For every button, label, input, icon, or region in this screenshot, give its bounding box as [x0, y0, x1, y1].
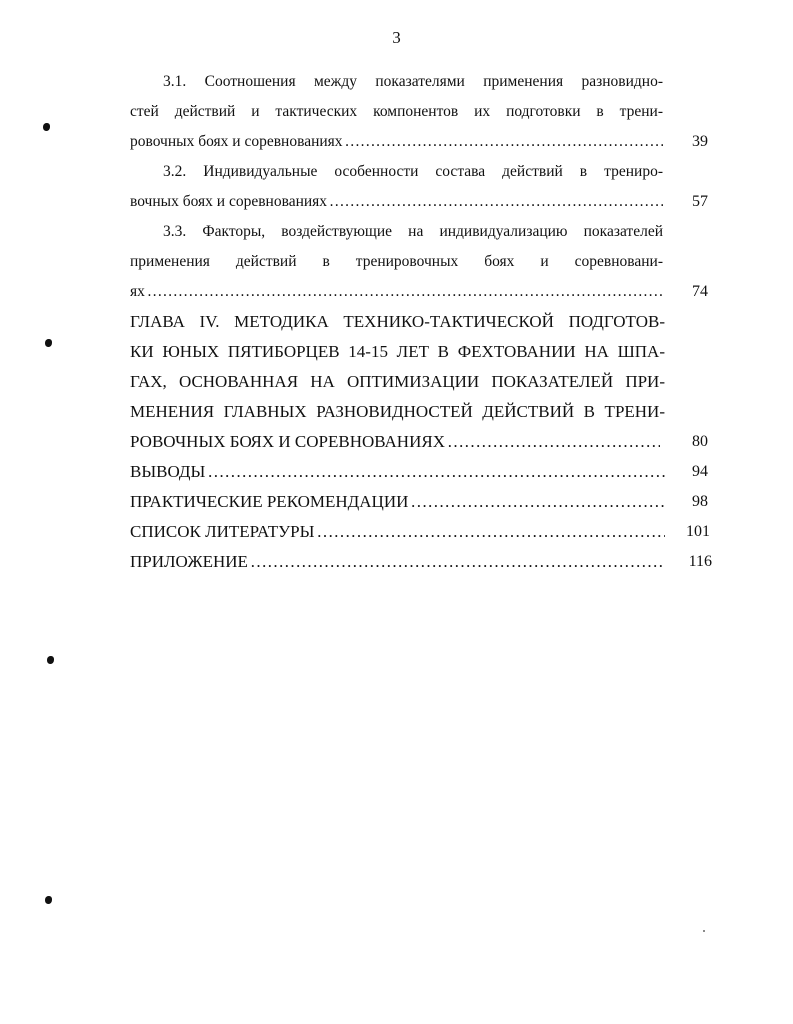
toc-entry-recommendations-label: ПРАКТИЧЕСКИЕ РЕКОМЕНДАЦИИ	[130, 492, 409, 511]
toc-subentry-3-2-line-1: 3.2. Индивидуальные особенности состава действий в трениро-	[163, 163, 663, 180]
leader-dots	[410, 492, 665, 512]
toc-entry-recommendations-page: 98	[692, 493, 708, 510]
toc-subentry-3-2-title-end: вочных боях и соревнованиях	[130, 193, 328, 210]
toc-entry-references	[130, 522, 665, 544]
toc-chapter-4-line-2: КИ ЮНЫХ ПЯТИБОРЦЕВ 14-15 ЛЕТ В ФЕХТОВАНИИ НА ШПА-	[130, 342, 665, 361]
leader-dots	[345, 132, 663, 152]
toc-subentry-3-1-last-line	[130, 132, 663, 154]
leader-dots	[147, 282, 663, 302]
toc-chapter-4-title-end: РОВОЧНЫХ БОЯХ И СОРЕВНОВАНИЯХ	[130, 432, 445, 451]
toc-chapter-4-line-4: МЕНЕНИЯ ГЛАВНЫХ РАЗНОВИДНОСТЕЙ ДЕЙСТВИЙ В ТРЕНИ-	[130, 402, 665, 421]
toc-entry-recommendations	[130, 492, 665, 514]
toc-subentry-3-1-line-1: 3.1. Соотношения между показателями применения разновидно-	[163, 73, 663, 90]
toc-entry-conclusions	[130, 462, 665, 484]
leader-dots	[316, 522, 665, 542]
scan-mark	[47, 656, 54, 664]
toc-entry-references-label: СПИСОК ЛИТЕРАТУРЫ	[130, 522, 315, 541]
scan-mark	[43, 123, 50, 131]
toc-subentry-3-3-line-1: 3.3. Факторы, воздействующие на индивидуализацию показателей	[163, 223, 663, 240]
toc-entry-appendix	[130, 552, 665, 574]
toc-chapter-4-line-3: ГАХ, ОСНОВАННАЯ НА ОПТИМИЗАЦИИ ПОКАЗАТЕЛЕЙ ПРИ-	[130, 372, 665, 391]
scan-mark	[45, 896, 52, 904]
toc-subentry-3-2-page: 57	[692, 193, 708, 210]
toc-entry-conclusions-label: ВЫВОДЫ	[130, 462, 206, 481]
toc-subentry-3-3-last-line	[130, 282, 663, 304]
leader-dots	[329, 192, 663, 212]
leader-dots	[250, 552, 665, 572]
toc-entry-conclusions-page: 94	[692, 463, 708, 480]
toc-subentry-3-3-line-2: применения действий в тренировочных боях и соревновани-	[130, 253, 663, 270]
scan-mark	[45, 339, 52, 347]
leader-dots	[447, 432, 660, 452]
toc-entry-appendix-page: 116	[688, 553, 712, 570]
toc-subentry-3-1-line-2: стей действий и тактических компонентов их подготовки в трени-	[130, 103, 663, 120]
toc-subentry-3-1-page: 39	[692, 133, 708, 150]
scan-speck	[703, 930, 705, 932]
toc-entry-references-page: 101	[686, 523, 710, 540]
toc-subentry-3-3-title-end: ях	[130, 283, 145, 300]
page-number: 3	[392, 28, 401, 47]
toc-entry-appendix-label: ПРИЛОЖЕНИЕ	[130, 552, 248, 571]
leader-dots	[207, 462, 665, 482]
toc-chapter-4-last-line	[130, 432, 660, 454]
toc-subentry-3-2-last-line	[130, 192, 663, 214]
toc-chapter-4-line-1: ГЛАВА IV. МЕТОДИКА ТЕХНИКО-ТАКТИЧЕСКОЙ ПОДГОТОВ-	[130, 312, 665, 331]
toc-chapter-4-page: 80	[692, 433, 708, 450]
toc-subentry-3-3-page: 74	[692, 283, 708, 300]
toc-subentry-3-1-title-end: ровочных боях и соревнованиях	[130, 133, 343, 150]
